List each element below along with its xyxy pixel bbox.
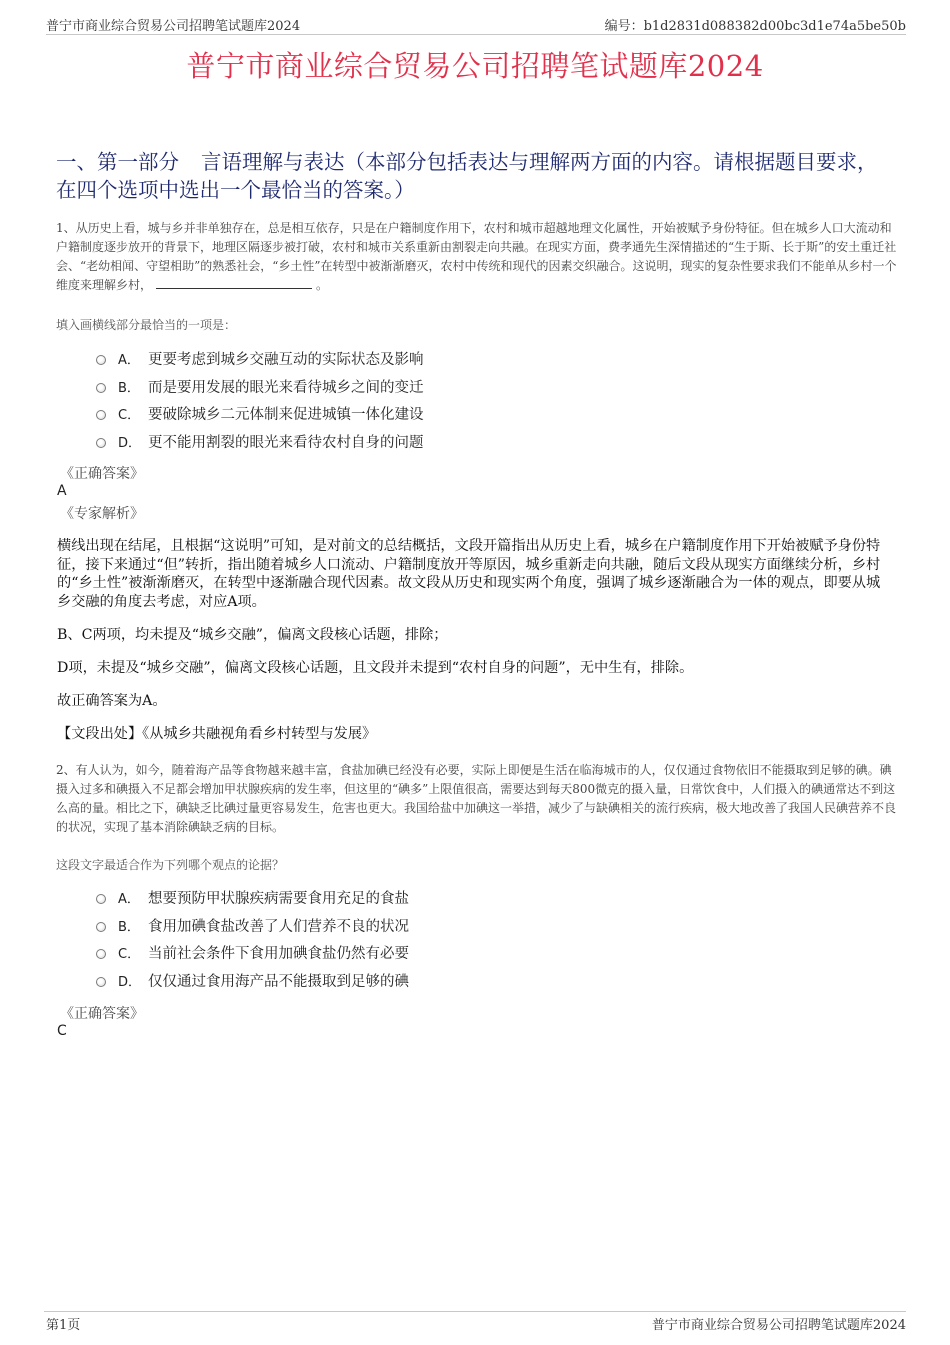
section-heading bbox=[56, 148, 890, 204]
radio-button[interactable] bbox=[96, 355, 106, 365]
q1-analysis-d: D项，未提及“城乡交融”，偏离文段核心话题，且文段并未提到“农村自身的问题”，无中生有，排除。 bbox=[57, 660, 694, 676]
fill-blank bbox=[156, 277, 312, 289]
q1-analysis-bc: B、C两项，均未提及“城乡交融”，偏离文段核心话题，排除； bbox=[57, 627, 448, 643]
q1-conclusion: 故正确答案为A。 bbox=[57, 693, 167, 709]
radio-button[interactable] bbox=[96, 949, 106, 959]
header-doc-name: 普宁市商业综合贸易公司招聘笔试题库2024 bbox=[46, 19, 301, 34]
q2-answer-label: 《正确答案》 bbox=[60, 1006, 144, 1022]
question-1-stem-end: 。 bbox=[316, 278, 329, 292]
radio-button[interactable] bbox=[96, 383, 106, 393]
footer-divider bbox=[44, 1311, 906, 1312]
section-description: 言语理解与表达（本部分包括表达与理解两方面的内容。请根据题目要求，在四个选项中选出一个最恰当的答案。） bbox=[56, 150, 878, 202]
question-2-prompt: 这段文字最适合作为下列哪个观点的论据？ bbox=[56, 858, 285, 872]
radio-button[interactable] bbox=[96, 922, 106, 932]
question-1-stem-text: 1、从历史上看，城与乡并非单独存在，总是相互依存，只是在户籍制度作用下，农村和城市超越地理文化属性，开始被赋予身份特征。但在城乡人口大流动和户籍制度逐步放开的背景下，地理区隔逐步被打破，农村和城市关系重新由割裂走向共融。在现实方面，费孝通先生深情描述的“生于斯、长于斯”的安土重迁社会、“老幼相闻、守望相助”的熟悉社会，“乡土性”在转型中被渐渐磨灭，农村中传统和现代的因素交织融合。这说明，现实的复杂性要求我们不能单从乡村一个维度来理解乡村， bbox=[56, 221, 897, 292]
question-1-stem bbox=[56, 219, 902, 295]
q1-analysis-paragraph: 横线出现在结尾，且根据“这说明”可知，是对前文的总结概括，文段开篇指出从历史上看，城乡在户籍制度作用下开始被赋予身份特征，接下来通过“但”转折，指出随着城乡人口流动、户籍制度放开等原因，城乡重新走向共融，随后文段从现实方面继续分析，乡村的“乡土性”被渐渐磨灭，在转型中逐渐融合现代因素。故文段从历史和现实两个角度，强调了城乡逐渐融合为一体的观点，即要从城乡交融的角度去考虑，对应A项。 bbox=[57, 538, 881, 610]
radio-button[interactable] bbox=[96, 438, 106, 448]
radio-button[interactable] bbox=[96, 894, 106, 904]
q1-answer-label: 《正确答案》 bbox=[60, 466, 144, 482]
question-1-prompt: 填入画横线部分最恰当的一项是： bbox=[56, 318, 237, 332]
footer-doc-name: 普宁市商业综合贸易公司招聘笔试题库2024 bbox=[651, 1318, 906, 1333]
page-number: 第1页 bbox=[46, 1318, 81, 1333]
radio-button[interactable] bbox=[96, 410, 106, 420]
question-2-stem: 2、有人认为，如今，随着海产品等食物越来越丰富，食盐加碘已经没有必要，实际上即便是生活在临海城市的人，仅仅通过食物依旧不能摄取到足够的碘。碘摄入过多和碘摄入不足都会增加甲状腺疾病的发生率，但这里的“碘多”上限值很高，需要达到每天800微克的摄入量，日常饮食中，人们摄入的碘通常达不到这么高的量。相比之下，碘缺乏比碘过量更容易发生，危害也更大。我国给盐中加碘这一举措，减少了与缺碘相关的流行疾病，极大地改善了我国人民碘营养不良的状况，实现了基本消除碘缺乏病的目标。 bbox=[56, 763, 897, 834]
section-part: 一、第一部分 bbox=[56, 150, 179, 174]
q1-answer: A bbox=[57, 483, 67, 499]
q1-source: 【文段出处】《从城乡共融视角看乡村转型与发展》 bbox=[57, 726, 377, 742]
document-title: 普宁市商业综合贸易公司招聘笔试题库2024 bbox=[186, 49, 764, 83]
q2-answer: C bbox=[57, 1023, 67, 1039]
header-doc-id: 编号：b1d2831d088382d00bc3d1e74a5be50b bbox=[604, 19, 906, 34]
page-header bbox=[46, 12, 906, 35]
radio-button[interactable] bbox=[96, 977, 106, 987]
q1-analysis-label: 《专家解析》 bbox=[60, 506, 144, 522]
